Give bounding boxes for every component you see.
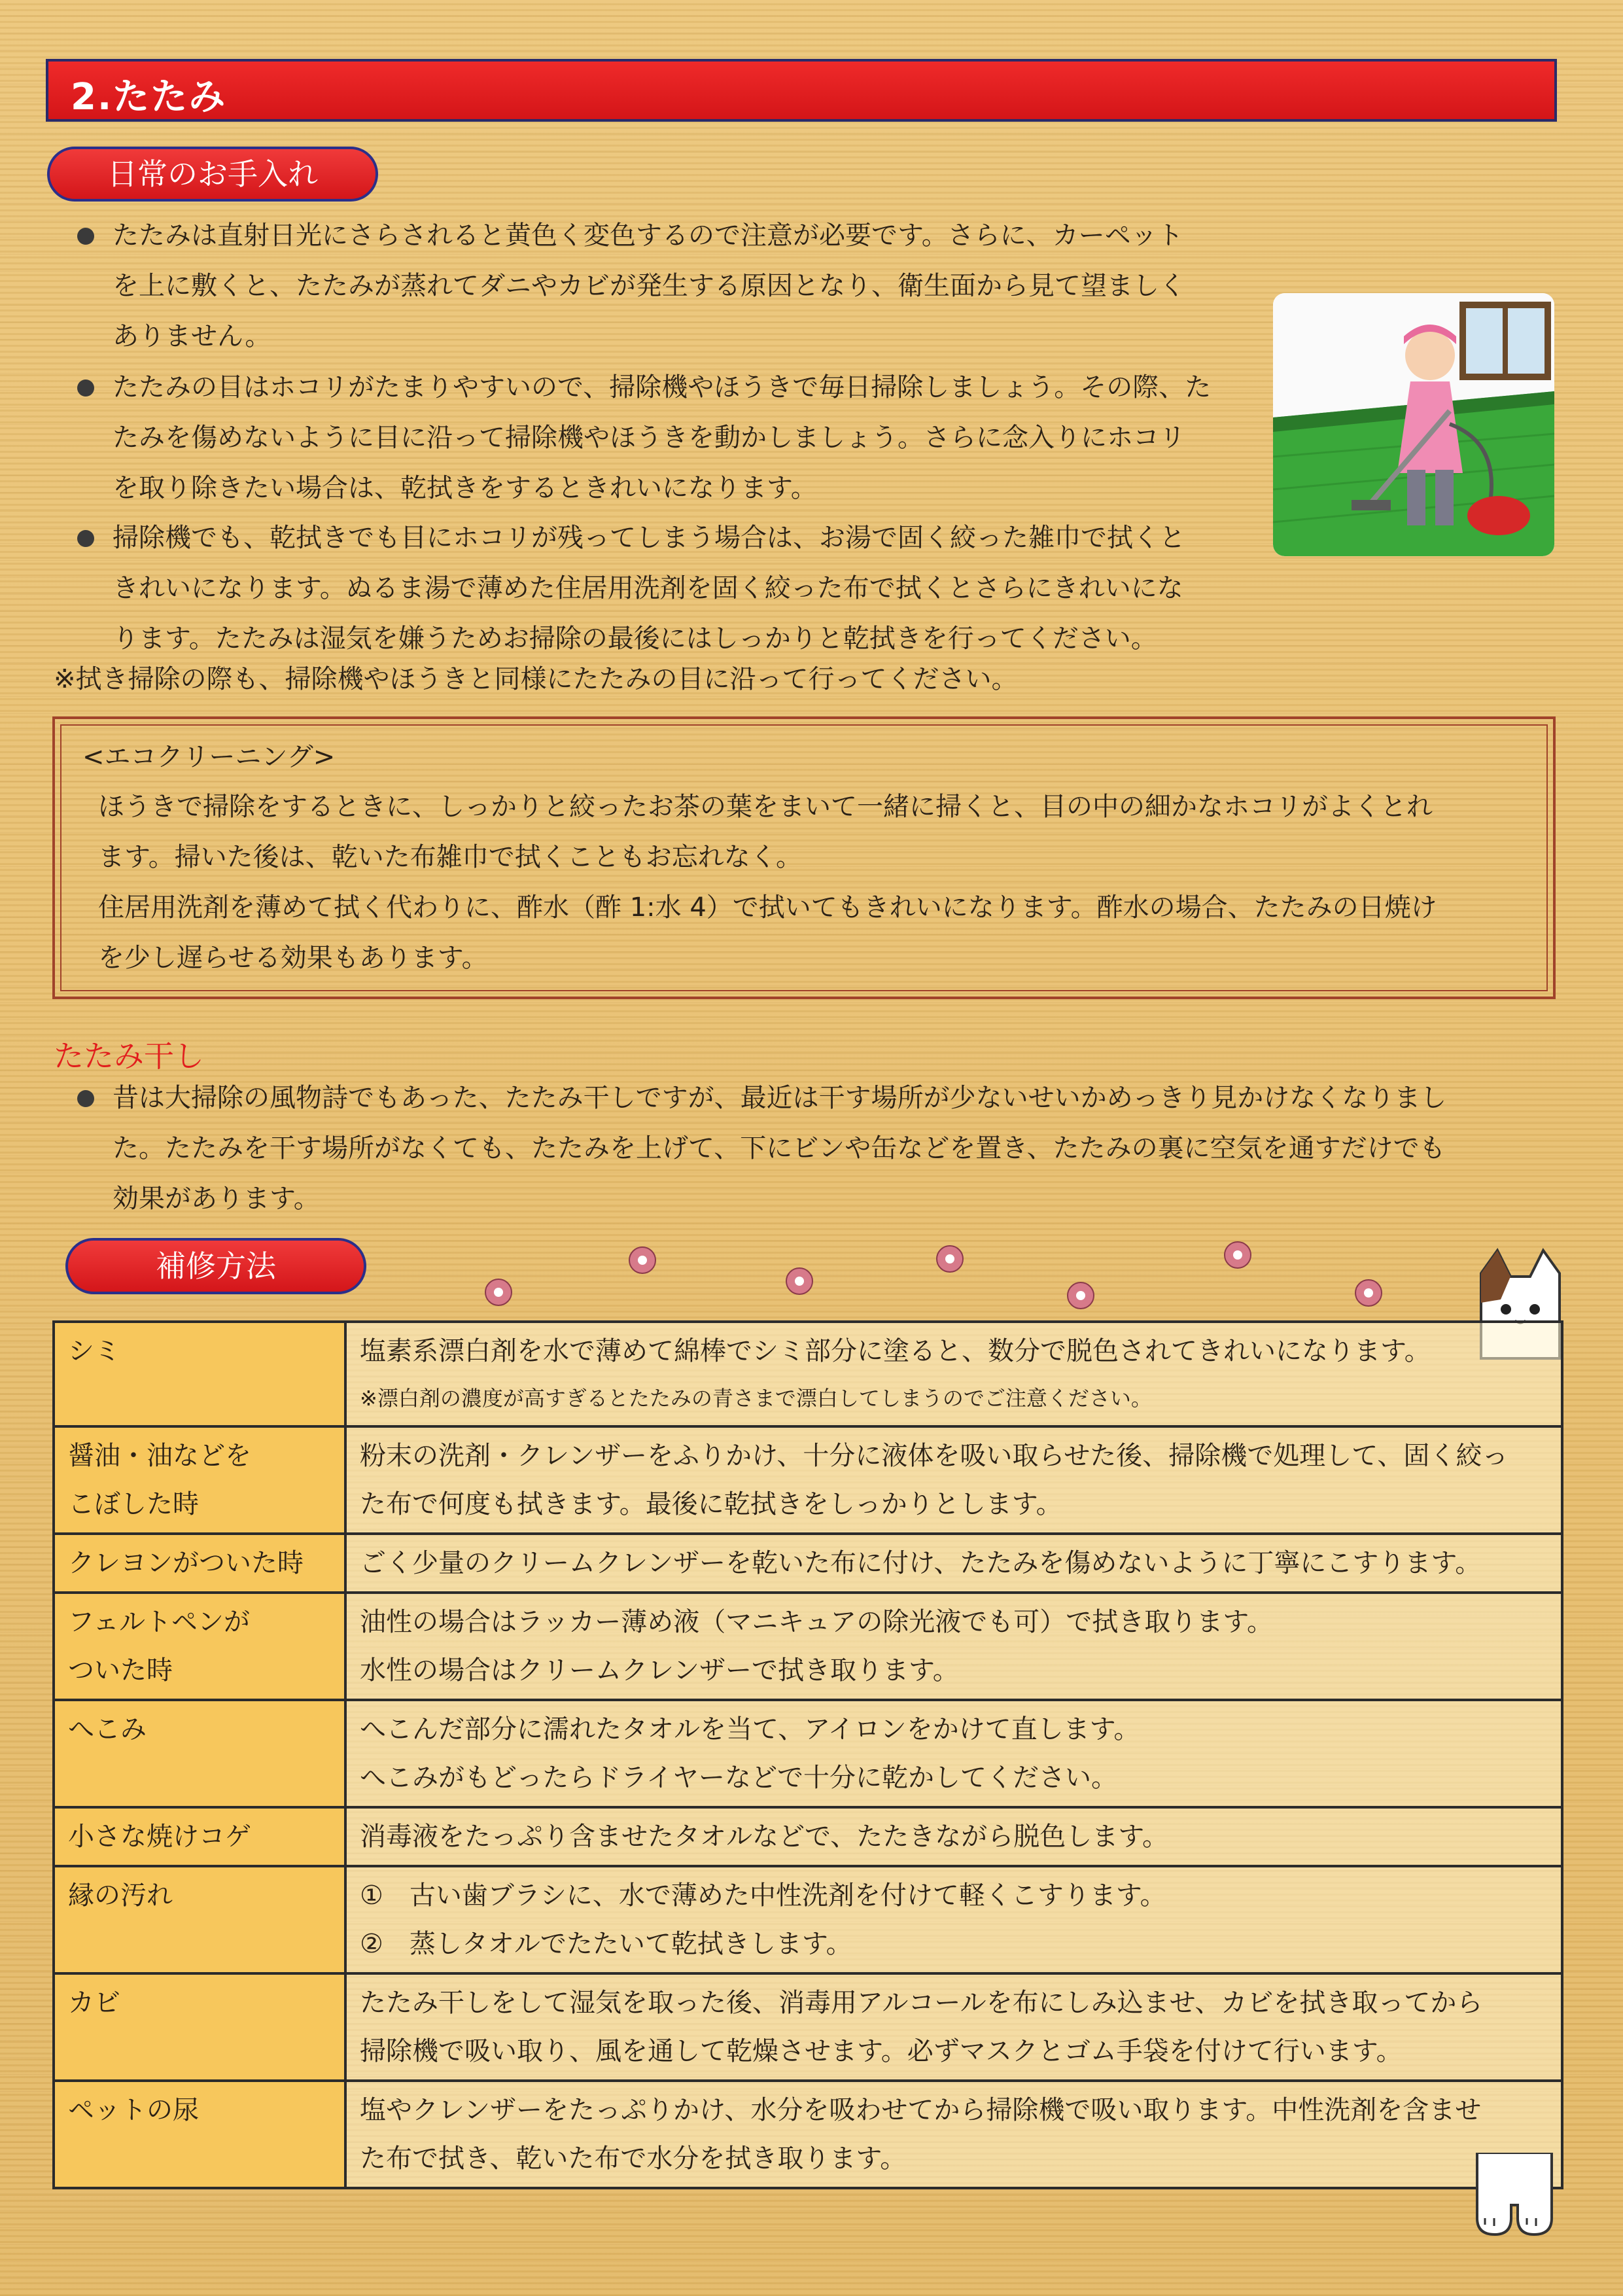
row-label: シミ bbox=[54, 1322, 345, 1426]
eco-line: ます。掃いた後は、乾いた布雑巾で拭くこともお忘れなく。 bbox=[98, 842, 802, 872]
eco-cleaning-heading: <エコクリーニング> bbox=[82, 742, 336, 772]
repair-heading-text: 補修方法 bbox=[156, 1248, 276, 1284]
section-title: 2.たたみ bbox=[71, 76, 227, 118]
table-row bbox=[54, 1322, 1562, 1426]
bullet-3-line: ります。たたみは湿気を嫌うためお掃除の最後にはしっかりと乾拭きを行ってください。 bbox=[113, 624, 1157, 654]
table-row bbox=[54, 1534, 1562, 1593]
bleach-note: ※漂白剤の濃度が高すぎるとたたみの青さまで漂白してしまうのでご注意ください。 bbox=[360, 1386, 1152, 1411]
repair-table bbox=[52, 1320, 1563, 2189]
bullet-2-line: たみを傷めないように目に沿って掃除機やほうきを動かしましょう。さらに念入りにホコリ bbox=[113, 423, 1185, 453]
table-row bbox=[54, 1593, 1562, 1700]
row-label: へこみ bbox=[54, 1700, 345, 1807]
row-label: 醤油・油などを こぼした時 bbox=[54, 1426, 345, 1534]
eco-line: を少し遅らせる効果もあります。 bbox=[98, 943, 488, 973]
bullet-1-line: ありません。 bbox=[113, 321, 271, 351]
eco-line: ほうきで掃除をするときに、しっかりと絞ったお茶の葉をまいて一緒に掃くと、目の中の細かなホコリがよくとれ bbox=[98, 792, 1433, 822]
eco-cleaning-body bbox=[98, 782, 1437, 983]
row-description: たたみ干しをして湿気を取った後、消毒用アルコールを布にしみ込ませ、カビを拭き取ってから 掃除機で吸い取り、風を通して乾燥させます。必ずマスクとゴム手袋を付けて行います。 bbox=[345, 1973, 1562, 2081]
bullet-3-line: きれいになります。ぬるま湯で薄めた住居用洗剤を固く絞った布で拭くとさらにきれいにな bbox=[113, 573, 1183, 603]
airing-body bbox=[113, 1073, 1446, 1224]
table-row bbox=[54, 1426, 1562, 1534]
row-label: 小さな焼けコゲ bbox=[54, 1807, 345, 1866]
bullet-2-line: たたみの目はホコリがたまりやすいので、掃除機やほうきで毎日掃除しましょう。その際、た bbox=[113, 372, 1212, 402]
row-label: カビ bbox=[54, 1973, 345, 2081]
row-description: へこんだ部分に濡れたタオルを当て、アイロンをかけて直します。 へこみがもどったらドライヤーなどで十分に乾かしてください。 bbox=[345, 1700, 1562, 1807]
cat-paws-icon bbox=[1472, 2153, 1557, 2238]
bullet-3 bbox=[113, 513, 1185, 664]
bullet-2-line: を取り除きたい場合は、乾拭きをするときれいになります。 bbox=[113, 473, 817, 503]
bullet-icon bbox=[77, 228, 94, 245]
daily-care-heading-text: 日常のお手入れ bbox=[107, 156, 318, 192]
table-row bbox=[54, 1973, 1562, 2081]
row-label: フェルトペンが ついた時 bbox=[54, 1593, 345, 1700]
airing-line: 昔は大掃除の風物詩でもあった、たたみ干しですが、最近は干す場所が少ないせいかめっきり見かけなくなりまし bbox=[113, 1083, 1447, 1113]
woman-vacuuming-illustration bbox=[1273, 293, 1554, 556]
table-row bbox=[54, 1807, 1562, 1866]
daily-care-note: ※拭き掃除の際も、掃除機やほうきと同様にたたみの目に沿って行ってください。 bbox=[54, 664, 1018, 694]
bullet-1-line: を上に敷くと、たたみが蒸れてダニやカビが発生する原因となり、衛生面から見て望ましく bbox=[113, 271, 1185, 301]
table-row bbox=[54, 1866, 1562, 1973]
bullet-3-line: 掃除機でも、乾拭きでも目にホコリが残ってしまう場合は、お湯で固く絞った雑巾で拭くと bbox=[113, 523, 1185, 553]
row-description: ごく少量のクリームクレンザーを乾いた布に付け、たたみを傷めないように丁寧にこすります。 bbox=[345, 1534, 1562, 1593]
airing-line: た。たたみを干す場所がなくても、たたみを上げて、下にビンや缶などを置き、たたみの裏に空気を通すだけでも bbox=[113, 1133, 1446, 1163]
bullet-icon bbox=[77, 530, 94, 547]
bullet-icon bbox=[77, 1090, 94, 1107]
bullet-1 bbox=[113, 211, 1185, 362]
row-description: 粉末の洗剤・クレンザーをふりかけ、十分に液体を吸い取らせた後、掃除機で処理して、固く絞っ た布で何度も拭きます。最後に乾拭きをしっかりとします。 bbox=[345, 1426, 1562, 1534]
row-description: 塩素系漂白剤を水で薄めて綿棒でシミ部分に塗ると、数分で脱色されてきれいになります。 ※漂白剤の濃度が高すぎるとたたみの青さまで漂白してしまうのでご注意ください。 bbox=[345, 1322, 1562, 1426]
bullet-icon bbox=[77, 380, 94, 397]
eco-cleaning-box bbox=[52, 716, 1556, 999]
airing-heading: たたみ干し bbox=[54, 1038, 204, 1074]
bullet-2 bbox=[113, 362, 1211, 514]
eco-line: 住居用洗剤を薄めて拭く代わりに、酢水（酢 1:水 4）で拭いてもきれいになります。酢水の場合、たたみの日焼け bbox=[98, 892, 1437, 923]
table-row bbox=[54, 1700, 1562, 1807]
row-label: ペットの尿 bbox=[54, 2081, 345, 2188]
repair-heading bbox=[65, 1238, 366, 1294]
table-row bbox=[54, 2081, 1562, 2188]
daily-care-heading bbox=[47, 147, 378, 202]
row-description: 油性の場合はラッカー薄め液（マニキュアの除光液でも可）で拭き取ります。 水性の場合はクリームクレンザーで拭き取ります。 bbox=[345, 1593, 1562, 1700]
bullet-1-line: たたみは直射日光にさらされると黄色く変色するので注意が必要です。さらに、カーペット bbox=[113, 221, 1183, 251]
flower-decoration-icons bbox=[458, 1230, 1413, 1315]
row-label: 縁の汚れ bbox=[54, 1866, 345, 1973]
section-title-bar bbox=[46, 59, 1557, 122]
vacuum-illustration-icon bbox=[1273, 293, 1554, 556]
row-description: ① 古い歯ブラシに、水で薄めた中性洗剤を付けて軽くこすります。 ② 蒸しタオルでたたいて乾拭きします。 bbox=[345, 1866, 1562, 1973]
row-description: 消毒液をたっぷり含ませたタオルなどで、たたきながら脱色します。 bbox=[345, 1807, 1562, 1866]
airing-line: 効果があります。 bbox=[113, 1184, 320, 1214]
row-description: 塩やクレンザーをたっぷりかけ、水分を吸わせてから掃除機で吸い取ります。中性洗剤を含ませ た布で拭き、乾いた布で水分を拭き取ります。 bbox=[345, 2081, 1562, 2188]
row-label: クレヨンがついた時 bbox=[54, 1534, 345, 1593]
